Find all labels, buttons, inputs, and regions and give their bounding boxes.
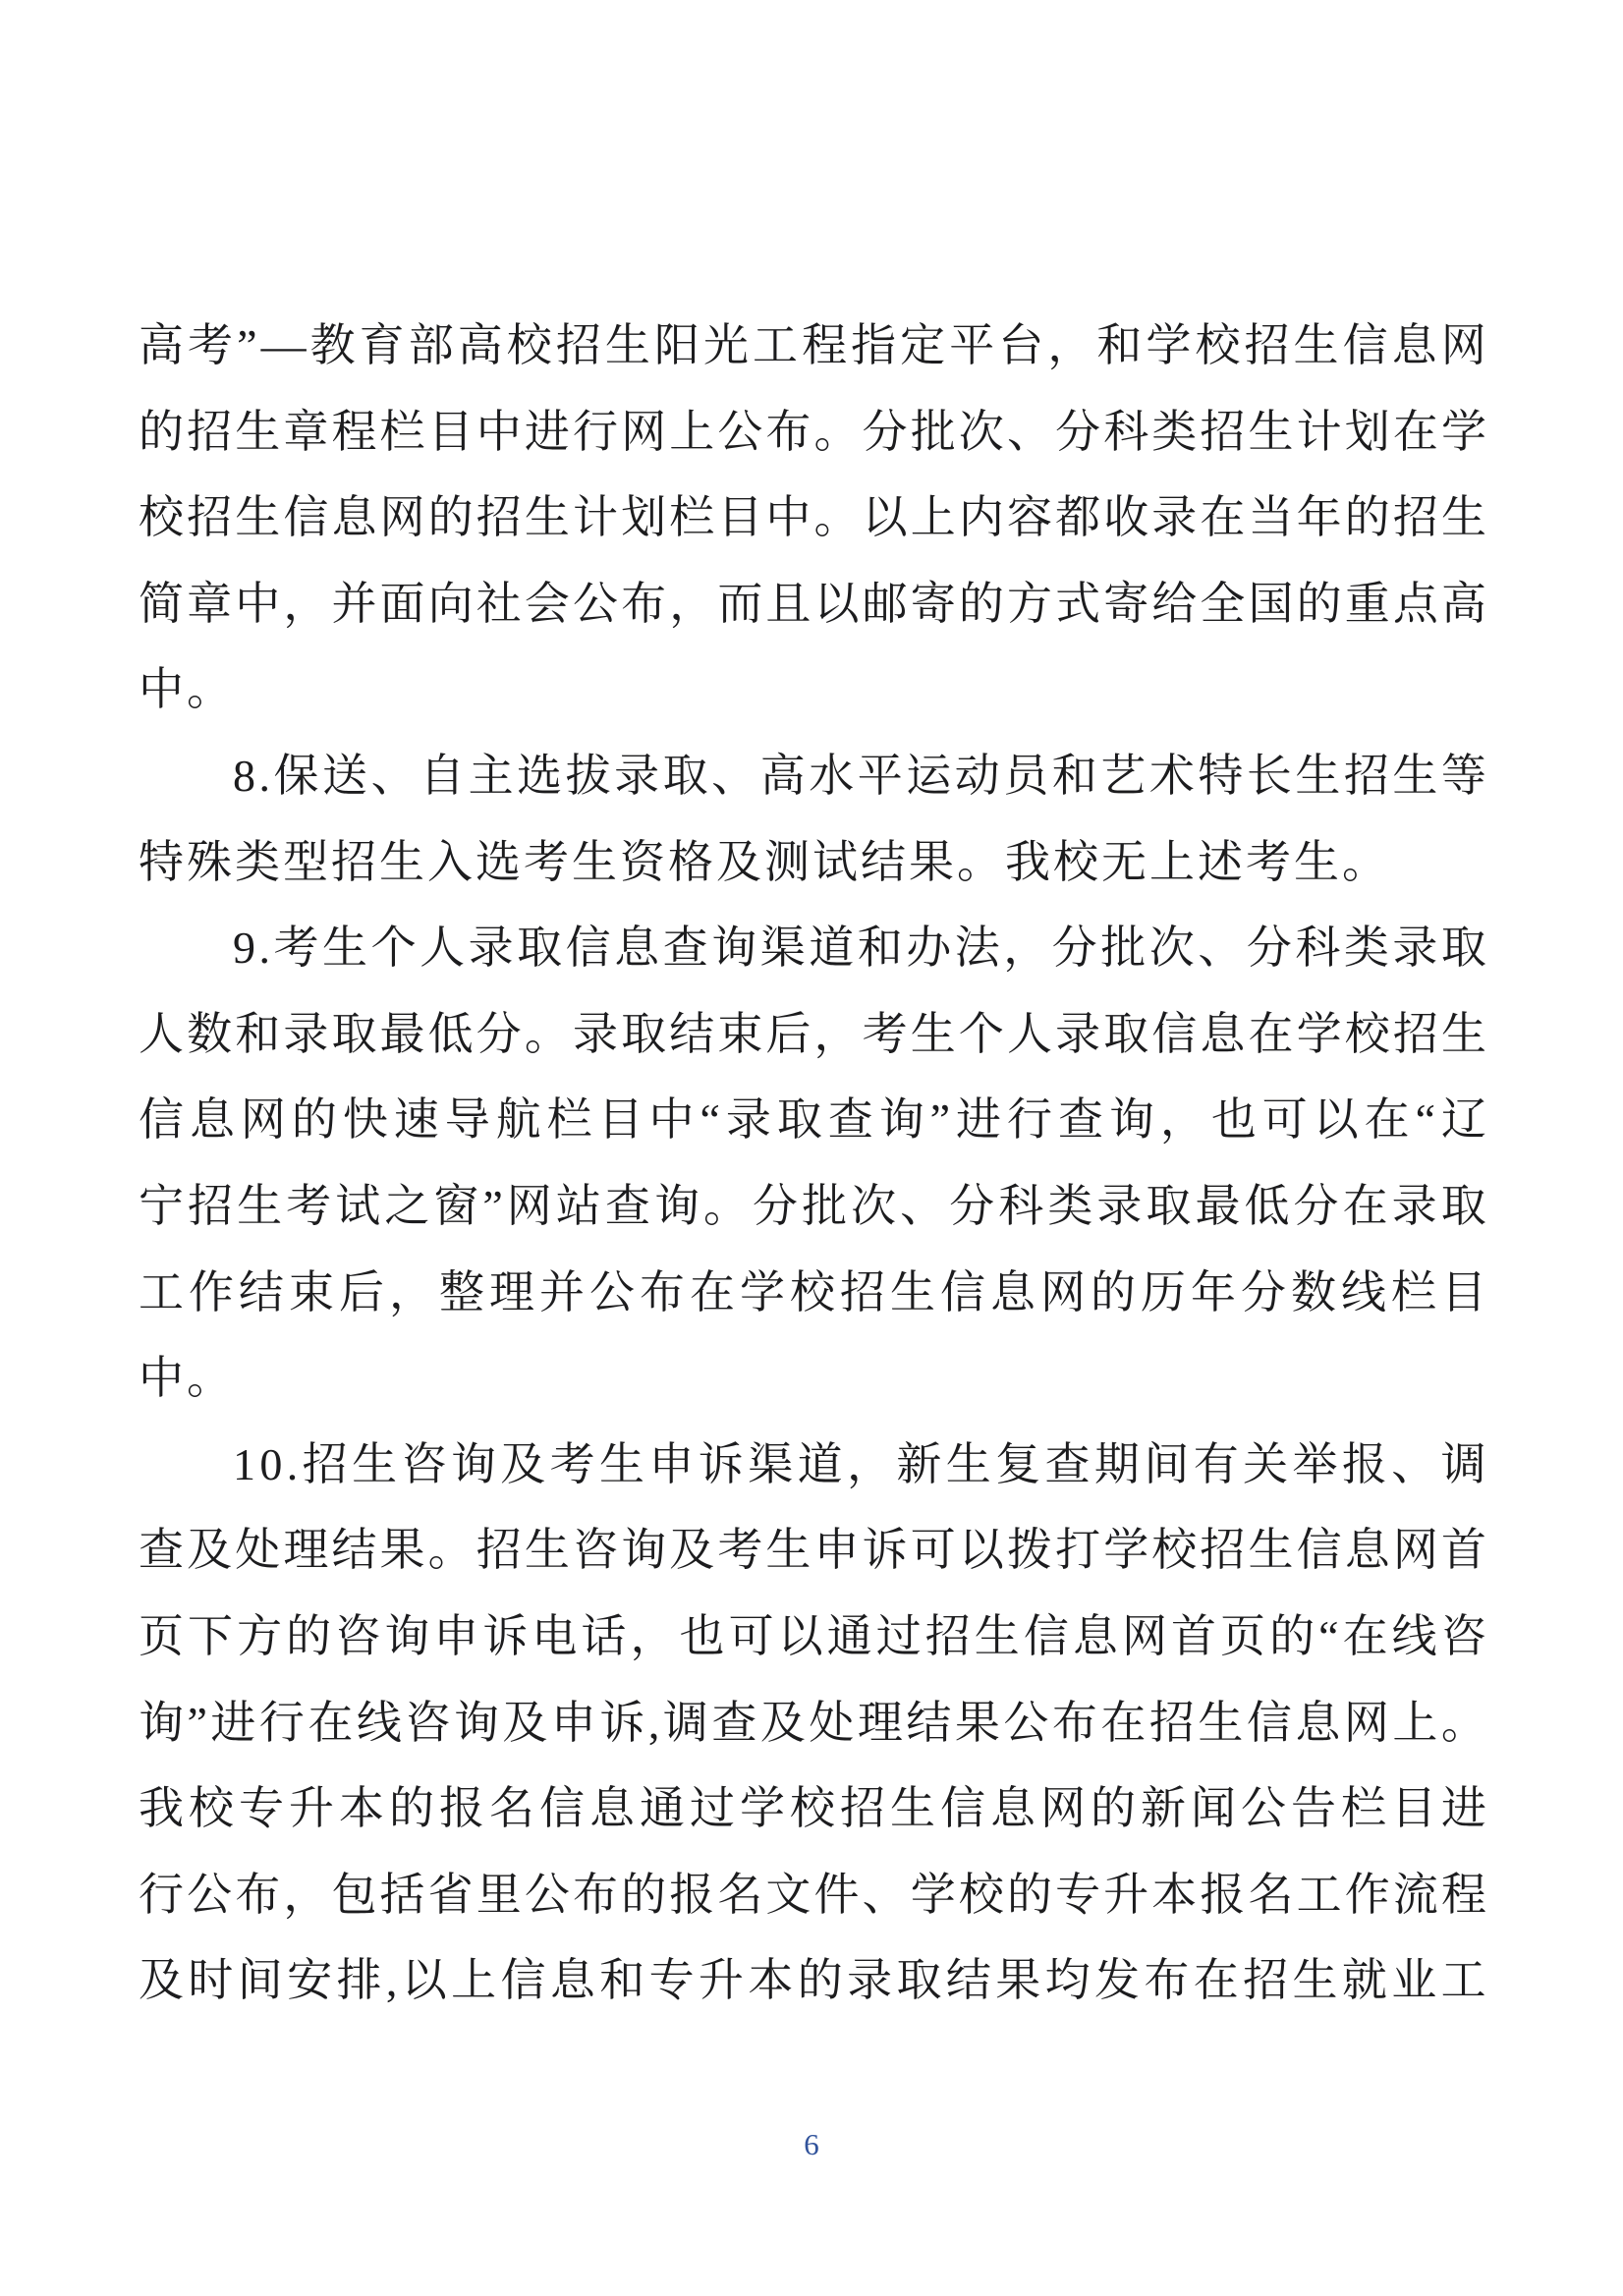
text-line: 页 下 方 的 咨 询 申 诉 电 话 ， 也 可 以 通 过 招 生 信 息 网 首 页 的 “ 在 线 咨 xyxy=(139,1610,1486,1661)
text-line: 行 公 布 ， 包 括 省 里 公 布 的 报 名 文 件 、 学 校 的 专 升 本 报 名 工 作 流 程 xyxy=(139,1869,1486,1920)
text-line: 询 ” 进 行 在 线 咨 询 及 申 诉 , 调 查 及 处 理 结 果 公 布 在 招 生 信 息 网 上 。 xyxy=(139,1697,1486,1748)
page-number: 6 xyxy=(804,2127,819,2161)
text-line: 我 校 专 升 本 的 报 名 信 息 通 过 学 校 招 生 信 息 网 的 新 闻 公 告 栏 目 进 xyxy=(139,1783,1486,1834)
text-line: 信 息 网 的 快 速 导 航 栏 目 中 “ 录 取 查 询 ” 进 行 查 询 ， 也 可 以 在 “ 辽 xyxy=(139,1094,1486,1146)
document-body xyxy=(139,303,1486,2024)
text-line: 高 考 ” — 教 育 部 高 校 招 生 阳 光 工 程 指 定 平 台 ， 和 学 校 招 生 信 息 网 xyxy=(139,320,1486,370)
text-line: 及 时 间 安 排 , 以 上 信 息 和 专 升 本 的 录 取 结 果 均 发 布 在 招 生 就 业 工 xyxy=(139,1955,1486,2006)
text-line: 宁 招 生 考 试 之 窗 ” 网 站 查 询 。 分 批 次 、 分 科 类 录 取 最 低 分 在 录 取 xyxy=(139,1180,1486,1231)
text-line: 中。 xyxy=(139,664,235,715)
text-line: 的 招 生 章 程 栏 目 中 进 行 网 上 公 布 。 分 批 次 、 分 科 类 招 生 计 划 在 学 xyxy=(139,406,1486,457)
text-line: 9 . 考 生 个 人 录 取 信 息 查 询 渠 道 和 办 法 ， 分 批 次 、 分 科 类 录 取 xyxy=(233,923,1486,974)
text-line: 查 及 处 理 结 果 。 招 生 咨 询 及 考 生 申 诉 可 以 拨 打 学 校 招 生 信 息 网 首 xyxy=(139,1525,1486,1576)
text-line: 1 0 . 招 生 咨 询 及 考 生 申 诉 渠 道 ， 新 生 复 查 期 间 有 关 举 报 、 调 xyxy=(233,1438,1486,1489)
text-line: 校 招 生 信 息 网 的 招 生 计 划 栏 目 中 。 以 上 内 容 都 收 录 在 当 年 的 招 生 xyxy=(139,492,1486,543)
text-line: 人 数 和 录 取 最 低 分 。 录 取 结 束 后 ， 考 生 个 人 录 取 信 息 在 学 校 招 生 xyxy=(139,1008,1486,1059)
text-line: 工 作 结 束 后 ， 整 理 并 公 布 在 学 校 招 生 信 息 网 的 历 年 分 数 线 栏 目 xyxy=(139,1266,1486,1317)
text-line: 8 . 保 送 、 自 主 选 拔 录 取 、 高 水 平 运 动 员 和 艺 术 特 长 生 招 生 等 xyxy=(233,750,1486,801)
text-line: 特殊类型招生入选考生资格及测试结果。我校无上述考生。 xyxy=(139,836,1390,887)
text-line: 中。 xyxy=(139,1353,235,1404)
text-line: 简 章 中 ， 并 面 向 社 会 公 布 ， 而 且 以 邮 寄 的 方 式 寄 给 全 国 的 重 点 高 xyxy=(139,578,1486,629)
